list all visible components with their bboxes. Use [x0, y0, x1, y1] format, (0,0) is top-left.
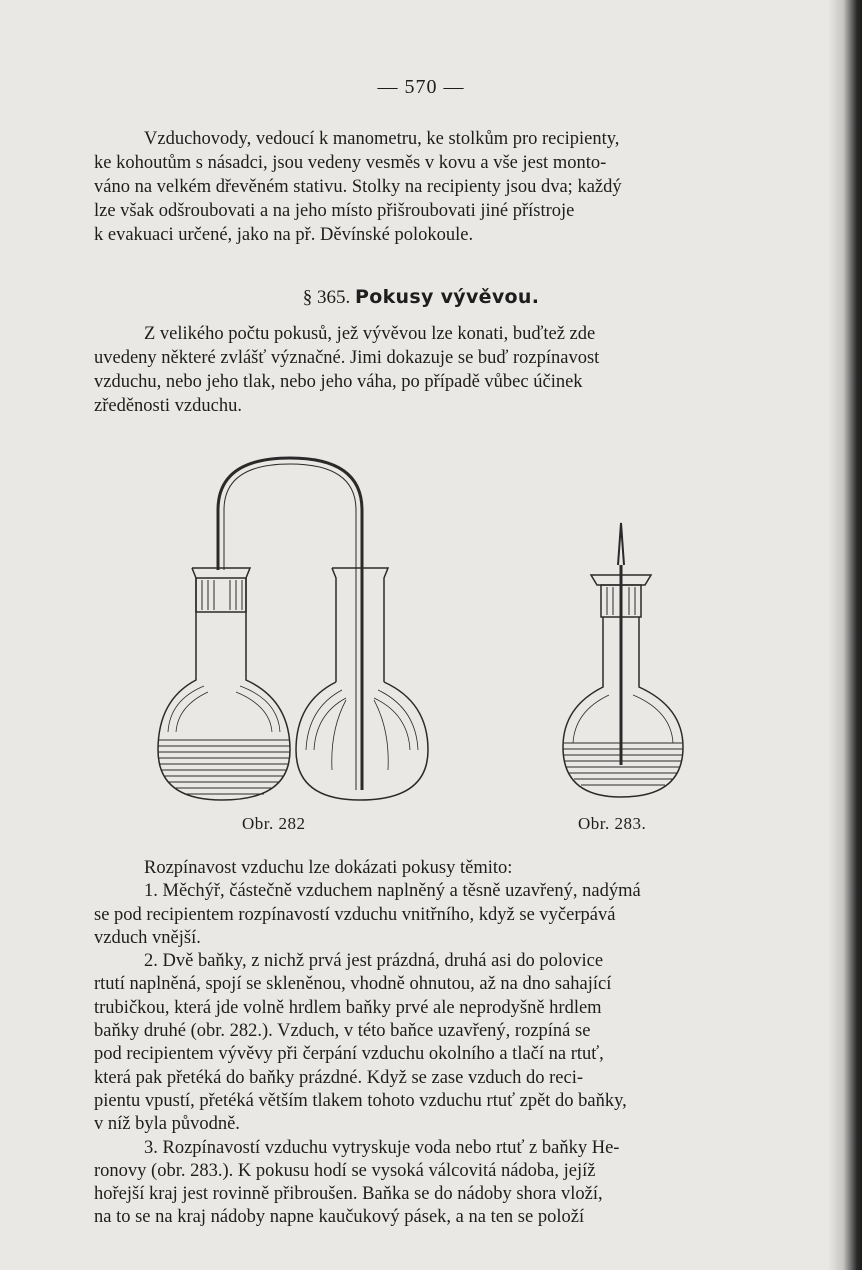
- body-line: Rozpínavost vzduchu lze dokázati pokusy těmito:: [144, 858, 513, 878]
- section-paragraph: [94, 322, 752, 418]
- section-line: zředěnosti vzduchu.: [94, 396, 242, 416]
- list-item-2-line: která pak přetéká do baňky prázdné. Když se zase vzduch do reci-: [94, 1067, 583, 1088]
- intro-line: lze však odšroubovati a na jeho místo přišroubovati jiné přístroje: [94, 201, 575, 221]
- section-line: vzduchu, nebo jeho tlak, nebo jeho váha, po případě vůbec účinek: [94, 372, 583, 392]
- section-line: uvedeny některé zvlášť význačné. Jimi dokazuje se buď rozpínavost: [94, 348, 600, 368]
- list-item-2-line: rtutí naplněná, spojí se skleněnou, vhodně ohnutou, až na dno sahající: [94, 974, 612, 995]
- intro-line: Vzduchovody, vedoucí k manometru, ke stolkům pro recipienty,: [144, 129, 620, 149]
- page-edge-shadow: [828, 0, 862, 1270]
- list-item-2-line: trubičkou, která jde volně hrdlem baňky prvé ale neprodyšně hrdlem: [94, 997, 602, 1018]
- intro-line: váno na velkém dřevěném stativu. Stolky na recipienty jsou dva; každý: [94, 177, 622, 197]
- figure-283-caption: Obr. 283.: [578, 814, 647, 833]
- intro-line: ke kohoutům s násadci, jsou vedeny vesměs v kovu a vše jest monto-: [94, 153, 607, 173]
- figure-282-two-flasks: [150, 450, 440, 810]
- section-heading: [0, 286, 842, 309]
- body-text: [94, 857, 752, 1230]
- list-item-3-line: 3. Rozpínavostí vzduchu vytryskuje voda nebo rtuť z baňky He-: [144, 1137, 620, 1158]
- page-number: — 570 —: [377, 76, 465, 98]
- list-item-1-line: 1. Měchýř, částečně vzduchem naplněný a těsně uzavřený, nadýmá: [144, 881, 641, 902]
- intro-paragraph: [94, 127, 752, 247]
- list-item-1-line: se pod recipientem rozpínavostí vzduchu vnitřního, když se vyčerpává: [94, 904, 616, 925]
- list-item-1-line: vzduch vnější.: [94, 927, 201, 948]
- list-item-2-line: v níž byla původně.: [94, 1114, 240, 1135]
- list-item-2-line: pod recipientem vývěvy při čerpání vzduchu okolního a tlačí na rtuť,: [94, 1044, 604, 1065]
- section-line: Z velikého počtu pokusů, jež vývěvou lze konati, buďtež zde: [144, 324, 596, 344]
- figure-283-heron-flask: [555, 515, 695, 805]
- intro-line: k evakuaci určené, jako na př. Děvínské polokoule.: [94, 225, 474, 245]
- list-item-2-line: pientu vpustí, přetéká větším tlakem tohoto vzduchu rtuť zpět do baňky,: [94, 1090, 627, 1111]
- section-number: § 365.: [302, 287, 351, 308]
- list-item-2-line: baňky druhé (obr. 282.). Vzduch, v této baňce uzavřený, rozpíná se: [94, 1021, 591, 1042]
- figure-282-caption: Obr. 282: [242, 814, 306, 833]
- list-item-3-line: ronovy (obr. 283.). K pokusu hodí se vysoká válcovitá nádoba, jejíž: [94, 1160, 596, 1181]
- section-title: Pokusy vývěvou.: [355, 286, 540, 308]
- list-item-3-line: na to se na kraj nádoby napne kaučukový pásek, a na ten se položí: [94, 1207, 585, 1228]
- list-item-3-line: hořejší kraj jest rovinně přibroušen. Baňka se do nádoby shora vloží,: [94, 1184, 603, 1205]
- list-item-2-line: 2. Dvě baňky, z nichž prvá jest prázdná, druhá asi do polovice: [144, 951, 604, 972]
